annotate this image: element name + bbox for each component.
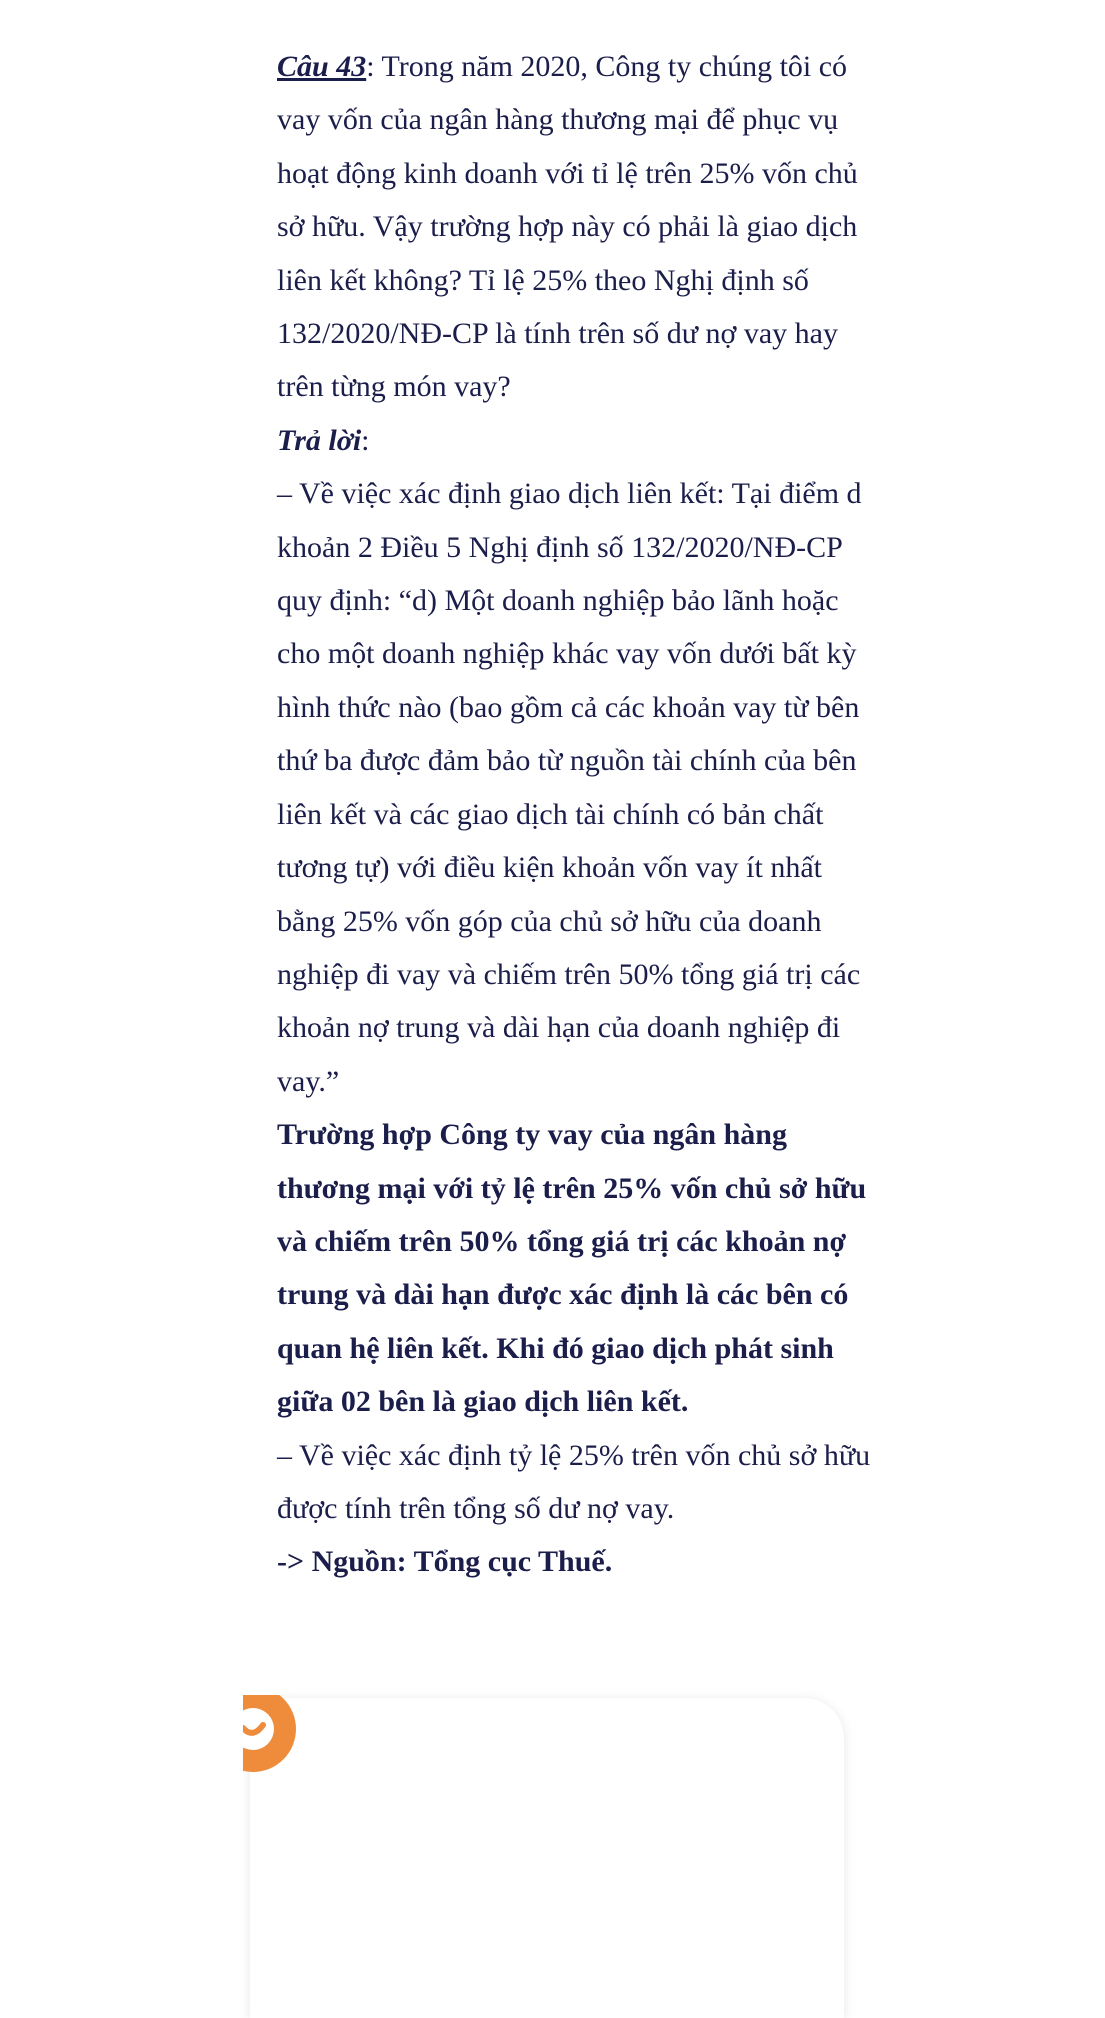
question-number: Câu 43 bbox=[277, 50, 367, 83]
chat-widget-button[interactable] bbox=[243, 1695, 305, 1800]
source-line: -> Nguồn: Tổng cục Thuế. bbox=[277, 1545, 613, 1579]
answer-conclusion: Trường hợp Công ty vay của ngân hàng thương mại với tỷ lệ trên 25% vốn chủ sở hữu và chiếm trên 50% tổng giá trị các khoản nợ trung và dài hạn được xác định là các bên có quan hệ liên kết. Khi đó giao dịch phát sinh giữa 02 bên là giao dịch liên kết. bbox=[277, 1118, 867, 1419]
answer-label: Trả lời bbox=[277, 423, 362, 457]
chat-bubble-icon bbox=[243, 1695, 305, 1800]
question-paragraph bbox=[277, 40, 877, 414]
answer-paragraph-2: – Về việc xác định tỷ lệ 25% trên vốn chủ sở hữu được tính trên tổng số dư nợ vay. bbox=[277, 1438, 871, 1525]
answer-heading bbox=[277, 414, 877, 467]
answer-colon: : bbox=[361, 423, 370, 457]
chat-widget-panel bbox=[250, 1698, 844, 2018]
question-text: : Trong năm 2020, Công ty chúng tôi có vay vốn của ngân hàng thương mại để phục vụ hoạt động kinh doanh với tỉ lệ trên 25% vốn chủ sở hữu. Vậy trường hợp này có phải là giao dịch liên kết không? Tỉ lệ 25% theo Nghị định số 132/2020/NĐ-CP là tính trên số dư nợ vay hay trên từng món vay? bbox=[277, 50, 858, 404]
answer-paragraph-1: – Về việc xác định giao dịch liên kết: Tại điểm d khoản 2 Điều 5 Nghị định số 132/2020/NĐ-CP quy định: “d) Một doanh nghiệp bảo lãnh hoặc cho một doanh nghiệp khác vay vốn dưới bất kỳ hình thức nào (bao gồm cả các khoản vay từ bên thứ ba được đảm bảo từ nguồn tài chính của bên liên kết và các giao dịch tài chính có bản chất tương tự) với điều kiện khoản vốn vay ít nhất bằng 25% vốn góp của chủ sở hữu của doanh nghiệp đi vay và chiếm trên 50% tổng giá trị các khoản nợ trung và dài hạn của doanh nghiệp đi vay.” bbox=[277, 477, 862, 1098]
article-content bbox=[277, 40, 877, 1589]
